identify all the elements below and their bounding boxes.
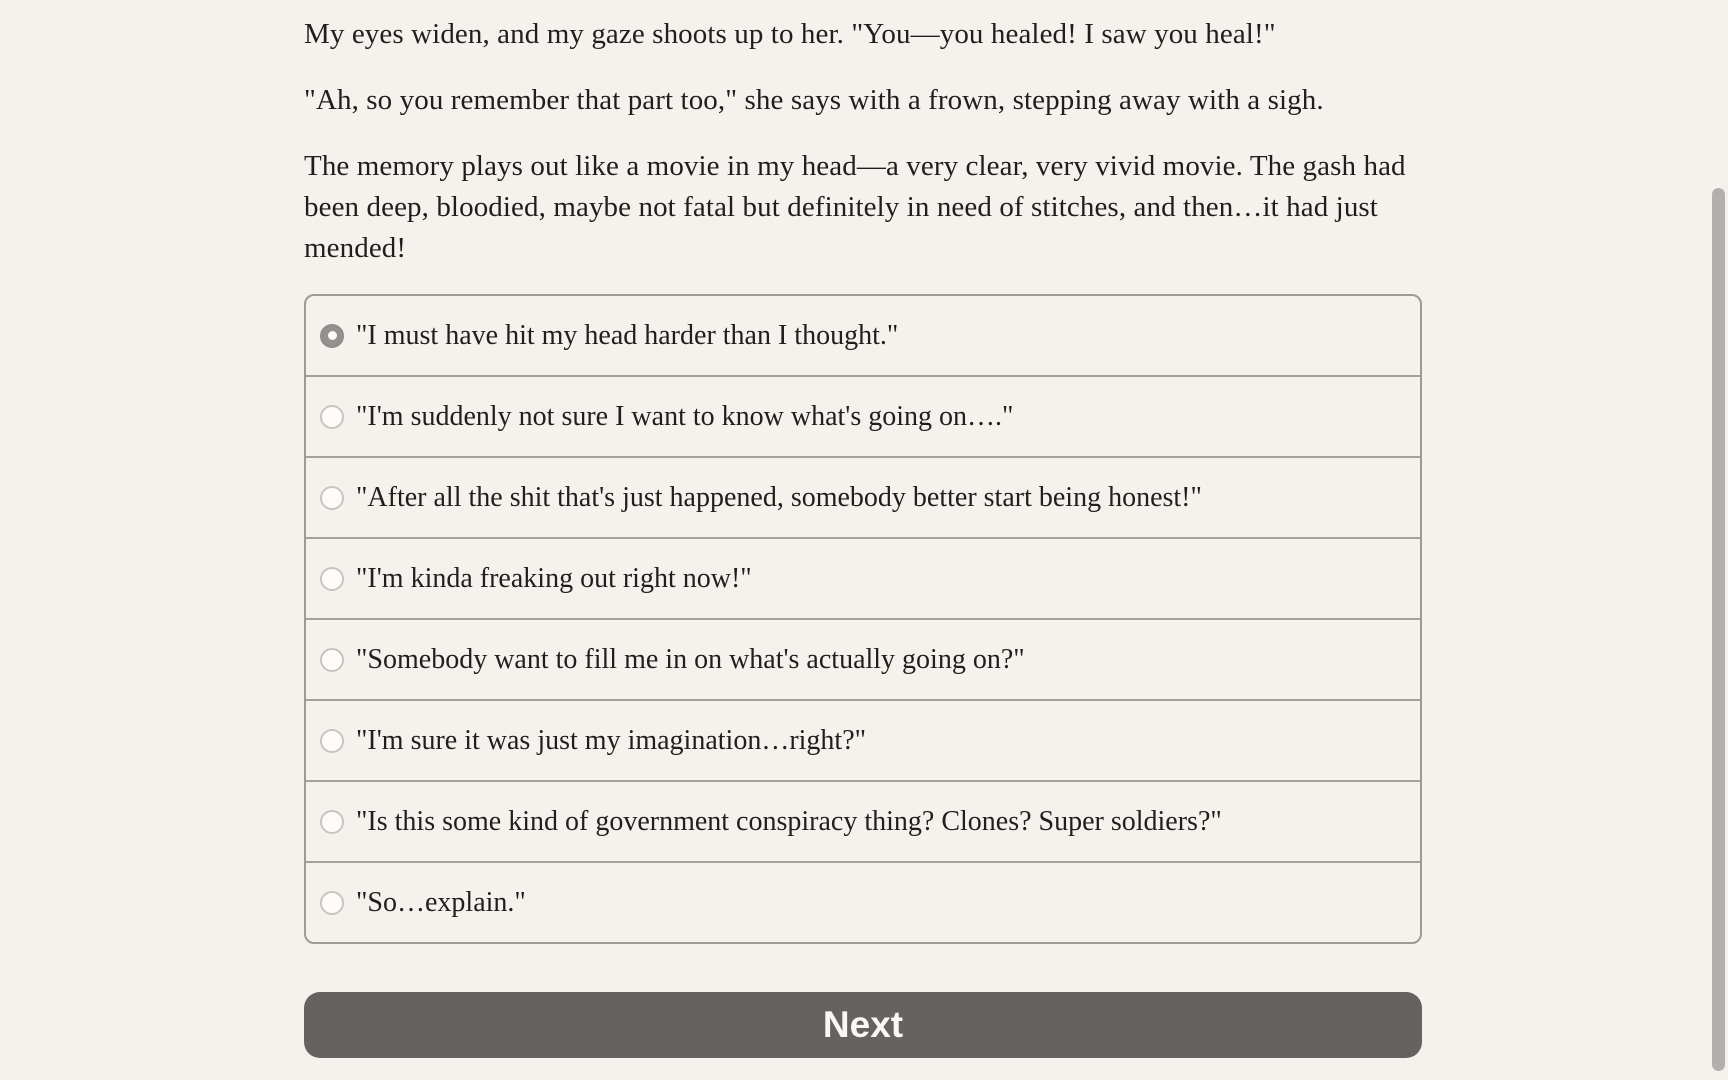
choice-label: "I must have hit my head harder than I thought." bbox=[356, 319, 899, 351]
story-paragraph: "Ah, so you remember that part too," she says with a frown, stepping away with a sigh. bbox=[304, 84, 1324, 116]
choice-row[interactable] bbox=[306, 861, 1420, 942]
choice-label: "I'm sure it was just my imagination…right?" bbox=[356, 724, 867, 756]
choice-label: "After all the shit that's just happened, somebody better start being honest!" bbox=[356, 481, 1202, 513]
choice-row[interactable] bbox=[306, 537, 1420, 618]
choice-label: "Is this some kind of government conspiracy thing? Clones? Super soldiers?" bbox=[356, 805, 1222, 837]
choice-label: "I'm suddenly not sure I want to know what's going on…." bbox=[356, 400, 1014, 432]
choice-row[interactable] bbox=[306, 699, 1420, 780]
choice-list bbox=[304, 294, 1422, 944]
story-paragraph: The memory plays out like a movie in my head—a very clear, very vivid movie. The gash had been deep, bloodied, maybe not fatal but definitely in need of stitches, and then…it had just mended! bbox=[304, 150, 1406, 264]
choice-label: "I'm kinda freaking out right now!" bbox=[356, 562, 752, 594]
choice-row[interactable] bbox=[306, 375, 1420, 456]
choice-row[interactable] bbox=[306, 456, 1420, 537]
radio-button-icon[interactable] bbox=[320, 648, 344, 672]
choice-row[interactable] bbox=[306, 618, 1420, 699]
choice-row[interactable] bbox=[306, 296, 1420, 375]
choice-label: "So…explain." bbox=[356, 886, 526, 918]
next-button[interactable]: Next bbox=[304, 992, 1422, 1058]
radio-button-icon[interactable] bbox=[320, 486, 344, 510]
radio-button-icon[interactable] bbox=[320, 324, 344, 348]
radio-button-icon[interactable] bbox=[320, 567, 344, 591]
radio-button-icon[interactable] bbox=[320, 810, 344, 834]
radio-button-icon[interactable] bbox=[320, 729, 344, 753]
story-content bbox=[304, 0, 1422, 1058]
scrollbar-thumb[interactable] bbox=[1712, 188, 1725, 1071]
radio-button-icon[interactable] bbox=[320, 405, 344, 429]
radio-button-icon[interactable] bbox=[320, 891, 344, 915]
choice-label: "Somebody want to fill me in on what's actually going on?" bbox=[356, 643, 1025, 675]
story-paragraph: My eyes widen, and my gaze shoots up to her. "You—you healed! I saw you heal!" bbox=[304, 18, 1276, 50]
choice-row[interactable] bbox=[306, 780, 1420, 861]
